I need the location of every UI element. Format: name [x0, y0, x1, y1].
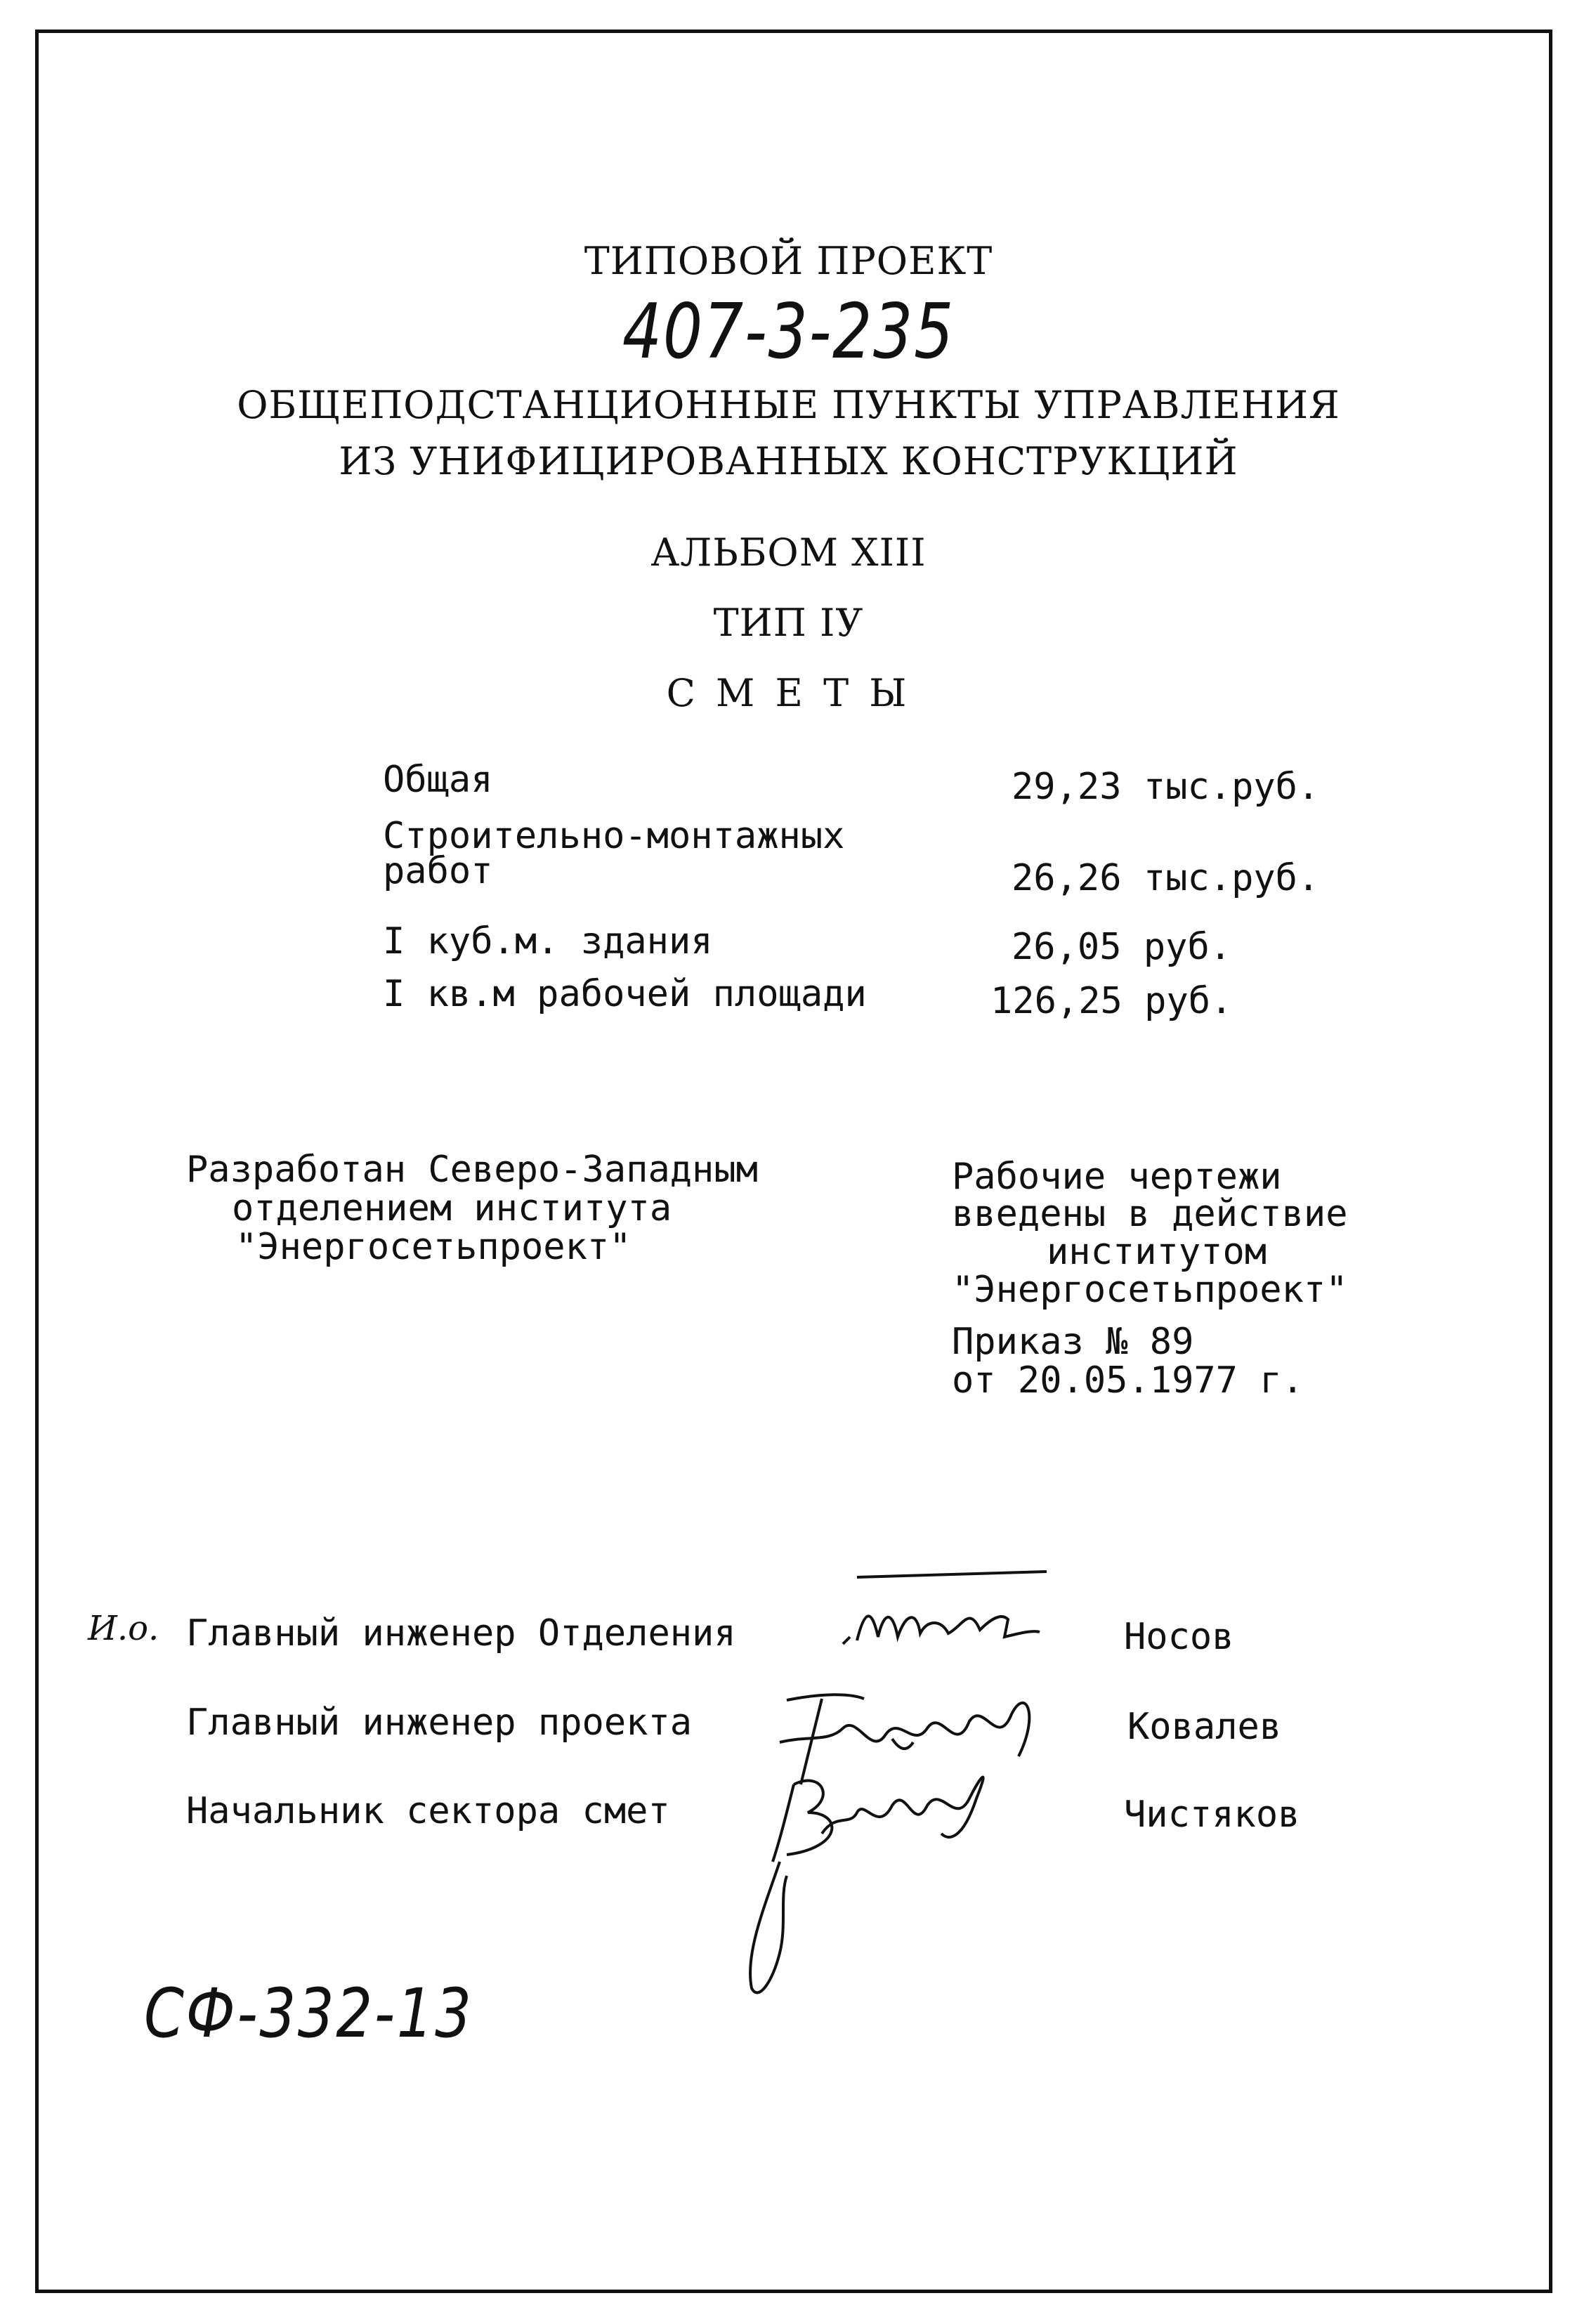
type-label: ТИП IУ [713, 601, 864, 645]
signatory-name-1: Носов [1124, 1616, 1234, 1658]
approval-line2: введены в действие [952, 1193, 1348, 1235]
estimate-value-area: 126,25 руб. [990, 980, 1233, 1022]
archive-code: СФ-332-13 [144, 1974, 473, 2053]
estimate-label-cubic: I куб.м. здания [383, 920, 713, 962]
approval-line1: Рабочие чертежи [952, 1156, 1282, 1198]
project-code: 407-3-235 [622, 288, 955, 376]
signatory-name-3: Чистяков [1124, 1794, 1300, 1836]
estimate-value-construction: 26,26 тыс.руб. [1012, 857, 1320, 899]
signatory-name-2: Ковалев [1127, 1706, 1282, 1748]
approval-date: от 20.05.1977 г. [952, 1359, 1304, 1402]
estimate-value-cubic: 26,05 руб. [1012, 926, 1232, 968]
signature-nosov [829, 1563, 1068, 1669]
acting-prefix: И.о. [88, 1609, 159, 1648]
developer-line3: "Энергосетьпроект" [235, 1226, 632, 1268]
signatory-title-1: Главный инженер Отделения [186, 1612, 736, 1654]
estimate-value-total: 29,23 тыс.руб. [1012, 766, 1320, 808]
estimate-label-construction-2: работ [383, 850, 493, 892]
approval-line3: институтом [1047, 1231, 1267, 1273]
section-title: С М Е Т Ы [666, 671, 911, 715]
subtitle-line2: ИЗ УНИФИЦИРОВАННЫХ КОНСТРУКЦИЙ [339, 439, 1238, 483]
subtitle-line1: ОБЩЕПОДСТАНЦИОННЫЕ ПУНКТЫ УПРАВЛЕНИЯ [237, 383, 1340, 427]
signatory-title-3: Начальник сектора смет [186, 1790, 670, 1832]
approval-order: Приказ № 89 [952, 1321, 1194, 1363]
project-code-wrap [0, 288, 1577, 376]
developer-line1: Разработан Северо-Западным [186, 1149, 758, 1191]
estimate-label-construction-1: Строительно-монтажных [383, 815, 845, 857]
signatory-title-2: Главный инженер проекта [186, 1702, 693, 1744]
signature-chistyakov [738, 1756, 1033, 2009]
estimate-label-area: I кв.м рабочей площади [383, 973, 867, 1015]
album-label: АЛЬБОМ XIII [650, 530, 927, 575]
project-type: ТИПОВОЙ ПРОЕКТ [584, 239, 993, 283]
developer-line2: отделением института [232, 1187, 672, 1229]
approval-line4: "Энергосетьпроект" [952, 1269, 1348, 1311]
estimate-label-total: Общая [383, 759, 493, 801]
